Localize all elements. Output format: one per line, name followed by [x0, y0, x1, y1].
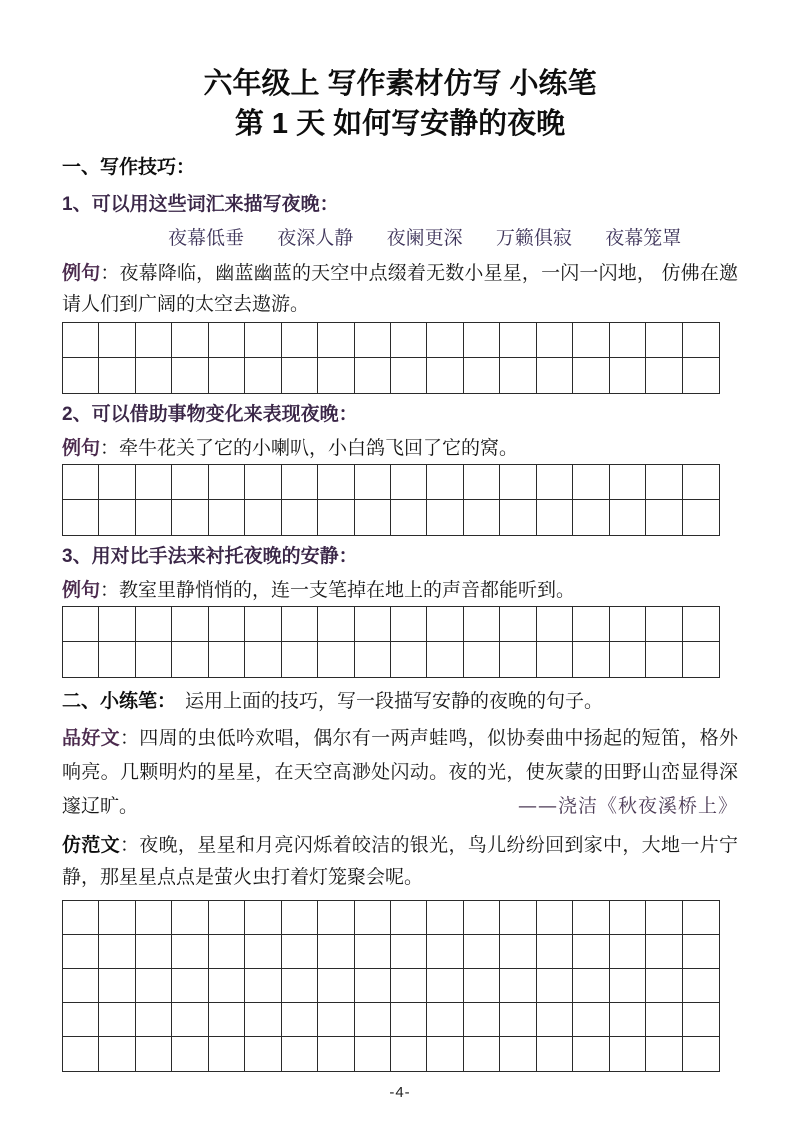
writing-cell	[172, 969, 208, 1003]
writing-cell	[99, 935, 135, 969]
writing-cell	[427, 358, 463, 393]
writing-cell	[63, 323, 99, 358]
writing-cell	[209, 901, 245, 935]
writing-cell	[63, 642, 99, 677]
writing-cell	[537, 465, 573, 500]
writing-cell	[282, 323, 318, 358]
writing-cell	[172, 500, 208, 535]
writing-cell	[427, 642, 463, 677]
writing-grid-4	[62, 900, 720, 1072]
writing-cell	[63, 969, 99, 1003]
writing-cell	[355, 642, 391, 677]
writing-cell	[318, 935, 354, 969]
writing-cell	[427, 500, 463, 535]
writing-cell	[427, 969, 463, 1003]
writing-cell	[683, 935, 719, 969]
writing-cell	[610, 500, 646, 535]
writing-cell	[282, 607, 318, 642]
writing-cell	[63, 500, 99, 535]
writing-cell	[318, 1003, 354, 1037]
writing-cell	[136, 358, 172, 393]
vocab-word: 夜深人静	[277, 228, 354, 249]
vocab-word: 夜幕低垂	[168, 228, 245, 249]
writing-cell	[573, 969, 609, 1003]
writing-cell	[573, 607, 609, 642]
writing-cell	[282, 969, 318, 1003]
writing-cell	[391, 500, 427, 535]
writing-cell	[464, 901, 500, 935]
vocab-list	[62, 227, 738, 251]
example-label: 例句	[62, 263, 101, 284]
writing-cell	[282, 358, 318, 393]
writing-cell	[646, 1003, 682, 1037]
writing-cell	[209, 1003, 245, 1037]
writing-cell	[427, 465, 463, 500]
writing-cell	[573, 323, 609, 358]
writing-cell	[245, 935, 281, 969]
writing-cell	[63, 607, 99, 642]
writing-cell	[610, 969, 646, 1003]
writing-cell	[391, 642, 427, 677]
writing-cell	[646, 607, 682, 642]
writing-cell	[136, 642, 172, 677]
writing-cell	[282, 500, 318, 535]
writing-cell	[318, 1037, 354, 1071]
writing-cell	[391, 358, 427, 393]
writing-cell	[464, 1003, 500, 1037]
writing-cell	[136, 969, 172, 1003]
writing-cell	[464, 465, 500, 500]
writing-cell	[500, 358, 536, 393]
writing-cell	[646, 358, 682, 393]
writing-cell	[355, 323, 391, 358]
writing-cell	[99, 358, 135, 393]
writing-cell	[355, 500, 391, 535]
writing-cell	[391, 935, 427, 969]
writing-cell	[318, 465, 354, 500]
writing-cell	[136, 1037, 172, 1071]
writing-cell	[683, 1037, 719, 1071]
section-one-heading: 一、写作技巧：	[62, 157, 196, 178]
writing-cell	[172, 465, 208, 500]
writing-cell	[500, 642, 536, 677]
writing-cell	[63, 465, 99, 500]
writing-cell	[500, 935, 536, 969]
writing-cell	[610, 1037, 646, 1071]
writing-cell	[355, 1003, 391, 1037]
writing-cell	[610, 607, 646, 642]
writing-cell	[355, 465, 391, 500]
writing-cell	[610, 935, 646, 969]
writing-cell	[646, 465, 682, 500]
writing-cell	[245, 1037, 281, 1071]
writing-cell	[464, 358, 500, 393]
writing-cell	[500, 500, 536, 535]
writing-cell	[573, 642, 609, 677]
writing-cell	[464, 1037, 500, 1071]
writing-cell	[136, 500, 172, 535]
writing-cell	[464, 969, 500, 1003]
writing-cell	[391, 901, 427, 935]
writing-cell	[646, 901, 682, 935]
writing-cell	[245, 358, 281, 393]
writing-cell	[209, 642, 245, 677]
writing-cell	[245, 607, 281, 642]
writing-cell	[537, 901, 573, 935]
writing-grid-2	[62, 464, 720, 536]
writing-cell	[683, 358, 719, 393]
writing-cell	[537, 1003, 573, 1037]
writing-cell	[427, 607, 463, 642]
section-two-instruction: 运用上面的技巧，写一段描写安静的夜晚的句子。	[185, 691, 604, 712]
tip2-example-paragraph	[62, 436, 738, 462]
writing-cell	[136, 901, 172, 935]
writing-cell	[464, 607, 500, 642]
writing-cell	[537, 642, 573, 677]
example-label: 例句	[62, 438, 101, 459]
tip1-heading: 1、可以用这些词汇来描写夜晚：	[62, 194, 339, 215]
writing-cell	[610, 1003, 646, 1037]
writing-cell	[99, 901, 135, 935]
writing-cell	[282, 642, 318, 677]
writing-cell	[391, 465, 427, 500]
writing-cell	[646, 642, 682, 677]
page-number: -4-	[389, 1084, 411, 1101]
writing-cell	[537, 607, 573, 642]
writing-cell	[99, 1037, 135, 1071]
writing-cell	[537, 323, 573, 358]
writing-cell	[646, 935, 682, 969]
writing-cell	[464, 323, 500, 358]
writing-cell	[209, 500, 245, 535]
writing-cell	[172, 1037, 208, 1071]
writing-cell	[99, 500, 135, 535]
writing-cell	[318, 500, 354, 535]
writing-cell	[427, 1037, 463, 1071]
writing-cell	[573, 1003, 609, 1037]
writing-cell	[464, 642, 500, 677]
writing-cell	[427, 901, 463, 935]
writing-cell	[683, 500, 719, 535]
writing-cell	[500, 901, 536, 935]
writing-cell	[683, 607, 719, 642]
writing-cell	[610, 323, 646, 358]
writing-cell	[209, 358, 245, 393]
writing-cell	[355, 901, 391, 935]
writing-cell	[573, 935, 609, 969]
example-text: ：牵牛花关了它的小喇叭，小白鸽飞回了它的窝。	[100, 438, 519, 459]
writing-cell	[683, 465, 719, 500]
writing-cell	[99, 1003, 135, 1037]
writing-cell	[136, 607, 172, 642]
writing-cell	[683, 901, 719, 935]
writing-cell	[573, 1037, 609, 1071]
writing-cell	[99, 465, 135, 500]
writing-cell	[391, 1003, 427, 1037]
writing-cell	[282, 1037, 318, 1071]
writing-cell	[318, 642, 354, 677]
writing-cell	[172, 607, 208, 642]
writing-cell	[282, 465, 318, 500]
writing-cell	[172, 323, 208, 358]
writing-cell	[537, 969, 573, 1003]
imitation-paragraph	[62, 830, 738, 894]
writing-cell	[209, 323, 245, 358]
writing-cell	[646, 500, 682, 535]
writing-cell	[610, 901, 646, 935]
writing-cell	[500, 323, 536, 358]
worksheet-subtitle: 第 1 天 如何写安静的夜晚	[234, 108, 566, 140]
sample-attribution: ——浇洁《秋夜溪桥上》	[517, 795, 738, 817]
writing-cell	[610, 465, 646, 500]
writing-cell	[172, 901, 208, 935]
writing-cell	[683, 642, 719, 677]
writing-cell	[209, 969, 245, 1003]
writing-cell	[172, 1003, 208, 1037]
writing-cell	[355, 969, 391, 1003]
writing-cell	[63, 935, 99, 969]
writing-cell	[63, 901, 99, 935]
writing-cell	[355, 358, 391, 393]
writing-cell	[500, 465, 536, 500]
writing-cell	[209, 465, 245, 500]
writing-cell	[209, 607, 245, 642]
writing-cell	[610, 642, 646, 677]
tip3-example-paragraph	[62, 578, 738, 604]
sample-label: 品好文	[62, 728, 120, 749]
writing-cell	[136, 465, 172, 500]
writing-cell	[318, 323, 354, 358]
imitation-label: 仿范文	[62, 835, 120, 856]
writing-cell	[99, 607, 135, 642]
writing-cell	[427, 323, 463, 358]
example-label: 例句	[62, 580, 101, 601]
writing-cell	[245, 465, 281, 500]
writing-cell	[245, 1003, 281, 1037]
writing-cell	[63, 1003, 99, 1037]
writing-cell	[282, 901, 318, 935]
writing-cell	[245, 969, 281, 1003]
writing-cell	[99, 642, 135, 677]
tip3-heading: 3、用对比手法来衬托夜晚的安静：	[62, 546, 358, 567]
writing-cell	[136, 323, 172, 358]
writing-cell	[209, 935, 245, 969]
writing-grid-3	[62, 606, 720, 678]
writing-cell	[537, 935, 573, 969]
writing-cell	[245, 500, 281, 535]
writing-cell	[573, 901, 609, 935]
writing-cell	[646, 1037, 682, 1071]
writing-cell	[318, 358, 354, 393]
writing-cell	[646, 323, 682, 358]
writing-cell	[318, 969, 354, 1003]
writing-cell	[537, 1037, 573, 1071]
writing-cell	[646, 969, 682, 1003]
writing-cell	[99, 969, 135, 1003]
writing-cell	[282, 935, 318, 969]
writing-cell	[136, 1003, 172, 1037]
writing-cell	[99, 323, 135, 358]
writing-cell	[318, 607, 354, 642]
writing-cell	[245, 901, 281, 935]
writing-cell	[355, 607, 391, 642]
vocab-word: 夜幕笼罩	[605, 228, 682, 249]
vocab-word: 夜阑更深	[386, 228, 463, 249]
writing-cell	[318, 901, 354, 935]
writing-cell	[500, 1003, 536, 1037]
tip1-example-paragraph	[62, 258, 738, 320]
writing-cell	[172, 642, 208, 677]
writing-cell	[172, 358, 208, 393]
writing-cell	[683, 1003, 719, 1037]
writing-cell	[391, 607, 427, 642]
example-text: ：教室里静悄悄的，连一支笔掉在地上的声音都能听到。	[100, 580, 576, 601]
writing-cell	[209, 1037, 245, 1071]
writing-cell	[683, 969, 719, 1003]
writing-cell	[282, 1003, 318, 1037]
writing-cell	[391, 969, 427, 1003]
writing-cell	[464, 935, 500, 969]
tip2-heading: 2、可以借助事物变化来表现夜晚：	[62, 404, 358, 425]
worksheet-title: 六年级上 写作素材仿写 小练笔	[203, 68, 597, 100]
writing-cell	[573, 358, 609, 393]
writing-cell	[136, 935, 172, 969]
writing-cell	[391, 1037, 427, 1071]
writing-cell	[610, 358, 646, 393]
sample-paragraph	[62, 722, 738, 824]
vocab-word: 万籁俱寂	[495, 228, 572, 249]
writing-cell	[172, 935, 208, 969]
writing-cell	[355, 935, 391, 969]
writing-cell	[500, 969, 536, 1003]
writing-cell	[464, 500, 500, 535]
writing-cell	[63, 358, 99, 393]
writing-cell	[500, 1037, 536, 1071]
example-text: ：夜幕降临，幽蓝幽蓝的天空中点缀着无数小星星，一闪一闪地， 仿佛在邀请人们到广阔的太空去遨游。	[62, 263, 738, 315]
writing-grid-1	[62, 322, 720, 394]
writing-cell	[573, 500, 609, 535]
writing-cell	[683, 323, 719, 358]
imitation-text: ：夜晚，星星和月亮闪烁着皎洁的银光，鸟儿纷纷回到家中，大地一片宁静，那星星点点是萤火虫打着灯笼聚会呢。	[62, 835, 738, 888]
writing-cell	[573, 465, 609, 500]
section-two-label: 二、小练笔：	[62, 691, 177, 712]
writing-cell	[355, 1037, 391, 1071]
writing-cell	[500, 607, 536, 642]
writing-cell	[537, 500, 573, 535]
worksheet-content	[62, 64, 738, 1101]
writing-cell	[427, 935, 463, 969]
writing-cell	[391, 323, 427, 358]
section-two-heading	[62, 690, 738, 714]
writing-cell	[245, 642, 281, 677]
writing-cell	[245, 323, 281, 358]
sample-text: ：四周的虫低吟欢唱，偶尔有一两声蛙鸣，似协奏曲中扬起的短笛，格外响亮。几颗明灼的星星，在天空高渺处闪动。夜的光，使灰蒙的田野山峦显得深邃辽旷。	[62, 728, 738, 817]
writing-cell	[427, 1003, 463, 1037]
writing-cell	[537, 358, 573, 393]
writing-cell	[63, 1037, 99, 1071]
